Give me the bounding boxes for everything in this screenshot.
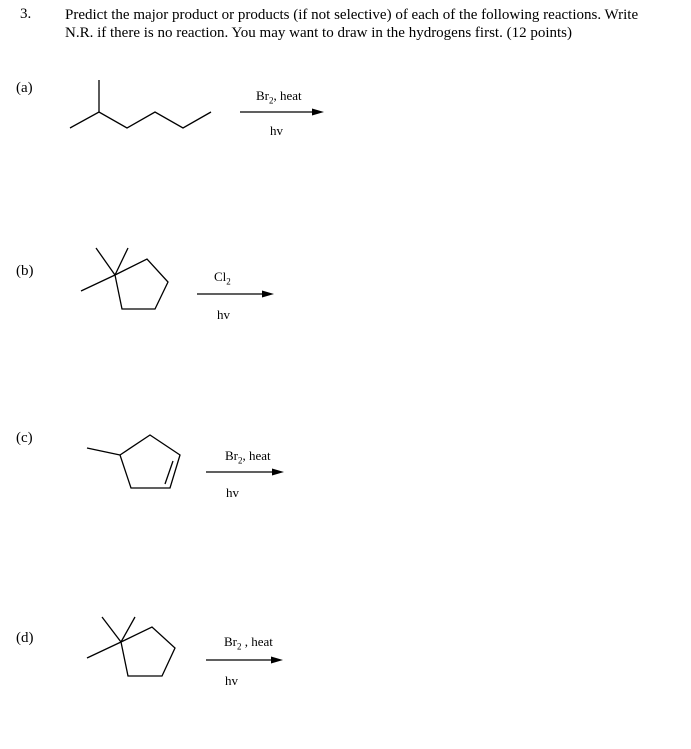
- part-b-reagent-above: $Cl_2$: [214, 269, 231, 287]
- part-a-reagent-above: $Br_2$, heat: [256, 88, 302, 106]
- question-number: 3.: [20, 6, 32, 22]
- part-a-reagent-below: hv: [270, 123, 283, 138]
- part-d-reagent-above: $Br_2$ , heat: [224, 634, 273, 652]
- prompt-line-1: Predict the major product or products (if not selective) of each of the following reactions. Write: [65, 7, 639, 23]
- part-b-reagent-below: hv: [217, 307, 230, 322]
- part-b-label: (b): [16, 263, 34, 279]
- part-c-reagent-above: $Br_2$, heat: [225, 448, 271, 466]
- part-d-label: (d): [16, 630, 34, 646]
- part-d-reagent-below: hv: [225, 673, 238, 688]
- part-a-label: (a): [16, 80, 33, 96]
- part-c-reagent-below: hv: [226, 485, 239, 500]
- prompt-line-2: N.R. if there is no reaction. You may want to draw in the hydrogens first. (12 points): [65, 25, 573, 41]
- part-c-label: (c): [16, 430, 33, 446]
